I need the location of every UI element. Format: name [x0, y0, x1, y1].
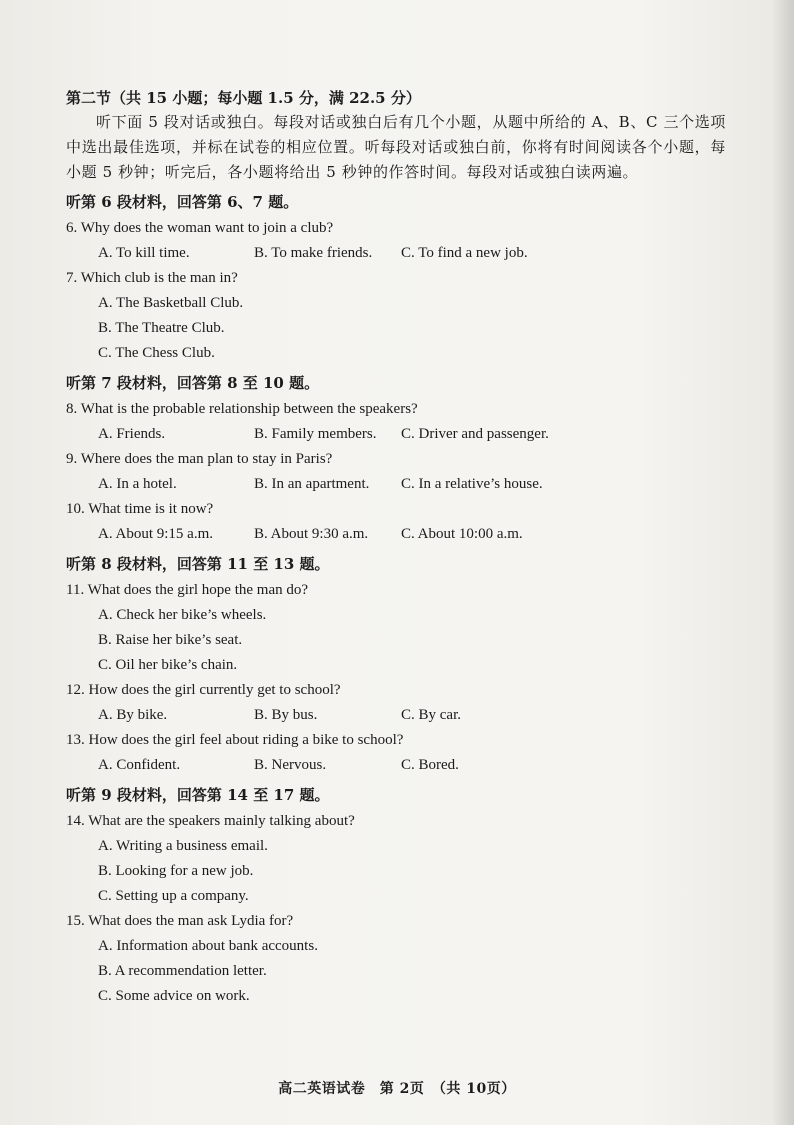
- section-title: 第二节（共 15 小题；每小题 1.5 分，满 22.5 分）: [66, 89, 421, 107]
- question-stem: 14. What are the speakers mainly talking about?: [66, 813, 355, 829]
- option-c: C. By car.: [401, 707, 461, 723]
- question-stem: 8. What is the probable relationship between the speakers?: [66, 401, 418, 417]
- question-options: [98, 472, 726, 497]
- option-c: C. Setting up a company.: [98, 888, 249, 904]
- option-c: C. The Chess Club.: [98, 345, 215, 361]
- page-edge-shadow: [772, 0, 794, 1125]
- exam-content: [66, 86, 726, 1009]
- question-stem: 12. How does the girl currently get to school?: [66, 682, 341, 698]
- option-b: B. About 9:30 a.m.: [254, 526, 369, 542]
- question-options: [98, 522, 726, 547]
- question-stem: 6. Why does the woman want to join a club?: [66, 220, 334, 236]
- option-b: B. Nervous.: [254, 757, 327, 773]
- passage-heading: 听第 9 段材料，回答第 14 至 17 题。: [66, 786, 330, 804]
- option-c: C. About 10:00 a.m.: [401, 526, 523, 542]
- option-b: B. By bus.: [254, 707, 318, 723]
- question-stem: 13. How does the girl feel about riding a bike to school?: [66, 732, 404, 748]
- passage-heading: 听第 8 段材料，回答第 11 至 13 题。: [66, 555, 330, 573]
- option-c: C. Driver and passenger.: [401, 426, 549, 442]
- option-a: A. Confident.: [98, 757, 181, 773]
- option-a: A. In a hotel.: [98, 476, 177, 492]
- option-c: C. Some advice on work.: [98, 988, 250, 1004]
- option-b: B. Looking for a new job.: [98, 863, 254, 879]
- page-footer: 高二英语试卷 第 2页 （共 10页）: [278, 1081, 516, 1097]
- question-stem: 11. What does the girl hope the man do?: [66, 582, 309, 598]
- option-a: A. Friends.: [98, 426, 166, 442]
- question-stem: 15. What does the man ask Lydia for?: [66, 913, 294, 929]
- question-options: [98, 422, 726, 447]
- option-b: B. A recommendation letter.: [98, 963, 267, 979]
- passage-heading: 听第 7 段材料，回答第 8 至 10 题。: [66, 374, 320, 392]
- option-a: A. About 9:15 a.m.: [98, 526, 213, 542]
- option-b: B. Family members.: [254, 426, 377, 442]
- option-a: A. Check her bike’s wheels.: [98, 607, 267, 623]
- section-instructions: 听下面 5 段对话或独白。每段对话或独白后有几个小题，从题中所给的 A、B、C 三个选项中选出最佳选项，并标在试卷的相应位置。听每段对话或独白前，你将有时间阅读各个小题，每小题 5 秒钟；听完后，各小题将给出 5 秒钟的作答时间。每段对话或独白读两遍。: [66, 113, 726, 181]
- option-c: C. Bored.: [401, 757, 459, 773]
- option-b: B. In an apartment.: [254, 476, 370, 492]
- passage-heading: 听第 6 段材料，回答第 6、7 题。: [66, 193, 299, 211]
- question-options: [98, 703, 726, 728]
- question-options: [98, 241, 726, 266]
- option-a: A. The Basketball Club.: [98, 295, 244, 311]
- question-stem: 7. Which club is the man in?: [66, 270, 238, 286]
- option-c: C. Oil her bike’s chain.: [98, 657, 238, 673]
- question-options: [98, 753, 726, 778]
- option-a: A. To kill time.: [98, 245, 190, 261]
- option-b: B. Raise her bike’s seat.: [98, 632, 243, 648]
- option-b: B. To make friends.: [254, 245, 373, 261]
- question-stem: 9. Where does the man plan to stay in Paris?: [66, 451, 333, 467]
- option-c: C. To find a new job.: [401, 245, 528, 261]
- option-a: A. By bike.: [98, 707, 168, 723]
- option-a: A. Information about bank accounts.: [98, 938, 318, 954]
- question-stem: 10. What time is it now?: [66, 501, 214, 517]
- option-a: A. Writing a business email.: [98, 838, 268, 854]
- option-c: C. In a relative’s house.: [401, 476, 543, 492]
- option-b: B. The Theatre Club.: [98, 320, 225, 336]
